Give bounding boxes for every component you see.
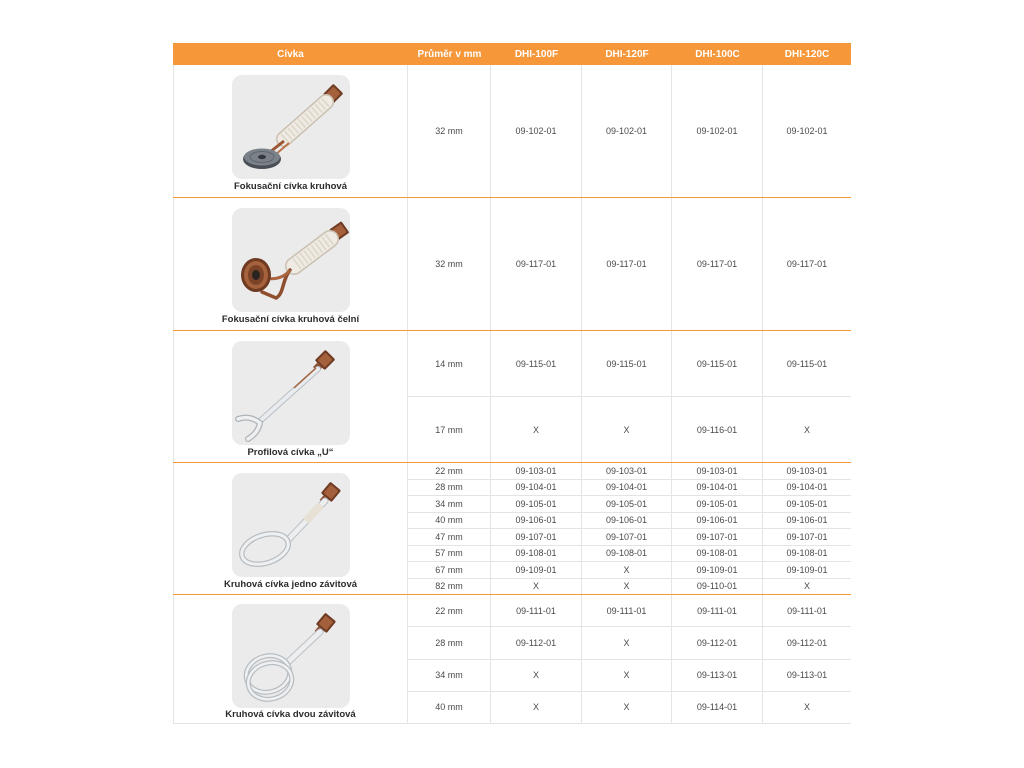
table-row: [408, 198, 851, 330]
profile-u-coil-drawing: [232, 341, 350, 445]
diameter-cell: 22 mm: [408, 463, 491, 479]
part-number-cell-dhi-100f: X: [491, 660, 582, 691]
table-row: [408, 479, 851, 496]
coil-rod: [260, 368, 318, 421]
part-number-cell-dhi-100f: 09-115-01: [491, 331, 582, 396]
focusing-round-front-coil-icon: [232, 208, 350, 312]
part-number-cell-dhi-120f: 09-102-01: [582, 65, 672, 197]
part-number-cell-dhi-120c: 09-105-01: [786, 498, 828, 509]
part-number-cell-dhi-120c: 09-104-01: [786, 482, 828, 493]
coil-name: Kruhová cívka jedno závitová: [223, 579, 358, 590]
header-dhi-120f: DHI-120F: [605, 48, 649, 60]
part-number-cell-dhi-120c: 09-102-01: [786, 126, 828, 136]
diameter-cell: 40 mm: [408, 513, 491, 529]
part-number-cell-dhi-120c: 09-111-01: [787, 605, 827, 616]
table-row: [408, 595, 851, 626]
coil-group-double-turn: [173, 594, 851, 724]
table-row: [408, 691, 851, 723]
header-coil: Cívka: [277, 48, 304, 60]
part-number-cell-dhi-100c: 09-107-01: [672, 529, 763, 545]
single-turn-round-coil-icon: [232, 473, 350, 577]
part-number-cell-dhi-120c: 09-103-01: [786, 465, 828, 476]
coil-variants: [408, 595, 851, 723]
table-row: [408, 626, 851, 658]
diameter-cell: 67 mm: [408, 562, 491, 578]
part-number-cell-dhi-120c: X: [803, 581, 810, 592]
part-number-cell-dhi-120f: X: [582, 627, 672, 658]
table-row: [408, 331, 851, 396]
part-number-cell-dhi-100c: 09-106-01: [672, 513, 763, 529]
part-number-cell-dhi-100f: 09-109-01: [491, 562, 582, 578]
focusing-round-coil-icon: [232, 75, 350, 179]
part-number-cell-dhi-120c: 09-108-01: [786, 548, 828, 559]
double-turn-round-coil-drawing: [232, 604, 350, 708]
part-number-cell-dhi-120f: X: [582, 660, 672, 691]
coil-group-focusing-round-front: [173, 197, 851, 330]
coil-rod: [288, 501, 325, 540]
header-dhi-100c: DHI-100C: [695, 48, 740, 60]
part-number-cell-dhi-100f: X: [491, 397, 582, 462]
part-number-cell-dhi-100c: 09-116-01: [672, 397, 763, 462]
coil-name: Profilová cívka „U“: [247, 447, 334, 458]
part-number-cell-dhi-100c: 09-104-01: [672, 480, 763, 496]
table-row: [408, 659, 851, 691]
part-number-cell-dhi-100c: 09-114-01: [672, 692, 763, 723]
diameter-cell: 34 mm: [408, 660, 491, 691]
part-number-cell-dhi-120f: 09-107-01: [582, 529, 672, 545]
profile-u-coil-icon: [232, 341, 350, 445]
table-row: [408, 463, 851, 479]
coil-rod: [288, 632, 320, 662]
coil-name: Kruhová cívka dvou závitová: [225, 709, 356, 720]
coil-cell: [173, 331, 408, 462]
part-number-cell-dhi-120c: 09-109-01: [786, 564, 828, 575]
part-number-cell-dhi-100c: 09-102-01: [672, 65, 763, 197]
part-number-cell-dhi-100f: X: [491, 692, 582, 723]
diameter-cell: 28 mm: [408, 480, 491, 496]
part-number-cell-dhi-100c: 09-109-01: [672, 562, 763, 578]
part-number-cell-dhi-120f: 09-117-01: [582, 198, 672, 330]
part-number-cell-dhi-120c: X: [803, 424, 810, 435]
part-number-cell-dhi-100f: 09-107-01: [491, 529, 582, 545]
coil-variants: [408, 463, 851, 594]
coil-cell: [173, 198, 408, 330]
table-row: [408, 528, 851, 545]
part-number-cell-dhi-100c: 09-108-01: [672, 546, 763, 562]
table-row: [408, 561, 851, 578]
focusing-round-coil-drawing: [232, 75, 350, 179]
part-number-cell-dhi-100f: 09-117-01: [491, 198, 582, 330]
part-number-cell-dhi-120c: 09-106-01: [786, 515, 828, 526]
diameter-cell: 57 mm: [408, 546, 491, 562]
part-number-cell-dhi-100f: 09-104-01: [491, 480, 582, 496]
table-row: [408, 65, 851, 197]
coil-compatibility-table: [173, 43, 851, 724]
diameter-cell: 17 mm: [408, 397, 491, 462]
part-number-cell-dhi-100c: 09-117-01: [672, 198, 763, 330]
coil-name: Fokusační cívka kruhová: [234, 181, 347, 192]
table-row: [408, 578, 851, 595]
table-header: [173, 43, 851, 65]
part-number-cell-dhi-120c: 09-117-01: [786, 259, 828, 269]
part-number-cell-dhi-120f: 09-115-01: [582, 331, 672, 396]
coil-head: [238, 528, 292, 569]
table-row: [408, 512, 851, 529]
part-number-cell-dhi-100c: 09-113-01: [672, 660, 763, 691]
part-number-cell-dhi-100f: X: [491, 579, 582, 595]
part-number-cell-dhi-120f: 09-108-01: [582, 546, 672, 562]
part-number-cell-dhi-100c: 09-111-01: [672, 595, 763, 626]
single-turn-round-coil-drawing: [232, 473, 350, 577]
part-number-cell-dhi-100c: 09-103-01: [672, 463, 763, 479]
coil-cell: [173, 463, 408, 594]
header-diameter: Průměr v mm: [417, 48, 482, 60]
part-number-cell-dhi-120c: X: [803, 702, 810, 713]
part-number-cell-dhi-120c: 09-115-01: [786, 358, 828, 369]
diameter-cell: 32 mm: [408, 198, 491, 330]
table-row: [408, 495, 851, 512]
diameter-cell: 47 mm: [408, 529, 491, 545]
coil-name: Fokusační cívka kruhová čelní: [221, 314, 360, 325]
focusing-round-front-coil-drawing: [232, 208, 350, 312]
part-number-cell-dhi-100c: 09-112-01: [672, 627, 763, 658]
coil-group-profile-u: [173, 330, 851, 462]
diameter-cell: 32 mm: [408, 65, 491, 197]
part-number-cell-dhi-120c: 09-113-01: [786, 670, 828, 681]
part-number-cell-dhi-100f: 09-112-01: [491, 627, 582, 658]
part-number-cell-dhi-100f: 09-108-01: [491, 546, 582, 562]
diameter-cell: 22 mm: [408, 595, 491, 626]
diameter-cell: 34 mm: [408, 496, 491, 512]
part-number-cell-dhi-120f: 09-105-01: [582, 496, 672, 512]
part-number-cell-dhi-120c: 09-112-01: [786, 637, 828, 648]
coil-cell: [173, 65, 408, 197]
table-row: [408, 396, 851, 462]
part-number-cell-dhi-120c: 09-107-01: [786, 531, 828, 542]
part-number-cell-dhi-120f: 09-104-01: [582, 480, 672, 496]
part-number-cell-dhi-100c: 09-105-01: [672, 496, 763, 512]
coil-variants: [408, 331, 851, 462]
part-number-cell-dhi-120f: 09-103-01: [582, 463, 672, 479]
coil-head: [238, 418, 260, 439]
insulating-sleeve: [284, 102, 326, 139]
part-number-cell-dhi-100f: 09-111-01: [491, 595, 582, 626]
part-number-cell-dhi-100f: 09-105-01: [491, 496, 582, 512]
coil-head: [243, 149, 281, 170]
part-number-cell-dhi-120f: X: [582, 397, 672, 462]
part-number-cell-dhi-100f: 09-106-01: [491, 513, 582, 529]
coil-head: [241, 258, 271, 292]
header-dhi-100f: DHI-100F: [514, 48, 559, 60]
coil-group-focusing-round: [173, 65, 851, 197]
part-number-cell-dhi-120f: 09-111-01: [582, 595, 672, 626]
part-number-cell-dhi-120f: 09-106-01: [582, 513, 672, 529]
part-number-cell-dhi-120f: X: [582, 579, 672, 595]
diameter-cell: 40 mm: [408, 692, 491, 723]
diameter-cell: 82 mm: [408, 579, 491, 595]
part-number-cell-dhi-100c: 09-110-01: [672, 579, 763, 595]
coil-variants: [408, 65, 851, 197]
part-number-cell-dhi-100c: 09-115-01: [672, 331, 763, 396]
coil-cell: [173, 595, 408, 723]
coil-group-single-turn: [173, 462, 851, 594]
diameter-cell: 28 mm: [408, 627, 491, 658]
coil-variants: [408, 198, 851, 330]
table-row: [408, 545, 851, 562]
part-number-cell-dhi-100f: 09-103-01: [491, 463, 582, 479]
part-number-cell-dhi-100f: 09-102-01: [491, 65, 582, 197]
double-turn-round-coil-icon: [232, 604, 350, 708]
diameter-cell: 14 mm: [408, 331, 491, 396]
header-dhi-120c: DHI-120C: [784, 48, 830, 60]
part-number-cell-dhi-120f: X: [582, 692, 672, 723]
insulating-sleeve: [294, 239, 330, 266]
part-number-cell-dhi-120f: X: [582, 562, 672, 578]
